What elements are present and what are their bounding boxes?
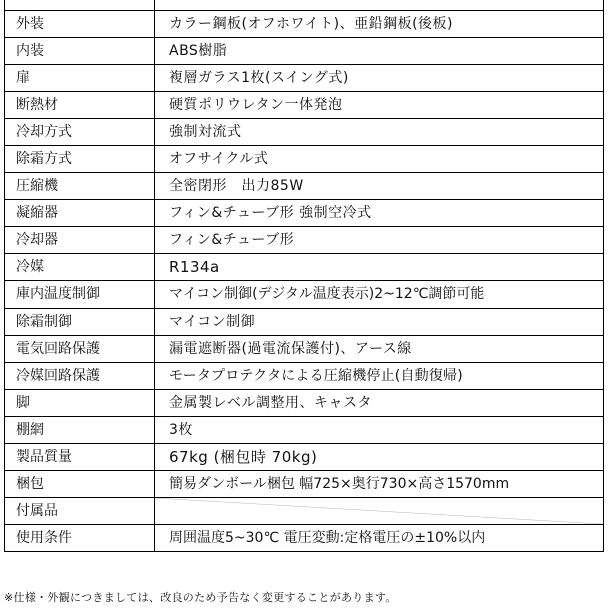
row-label: 梱包 (5, 471, 155, 498)
row-value-empty (155, 498, 604, 525)
table-row (5, 335, 604, 362)
table-row (5, 200, 604, 227)
diagonal-slash (155, 498, 603, 524)
table-row (5, 173, 604, 200)
row-label: 圧縮機 (5, 173, 155, 200)
table-row (5, 118, 604, 145)
row-label: 冷媒 (5, 254, 155, 281)
row-label: 外装 (5, 10, 155, 37)
row-value: カラー鋼板(オフホワイト)、亜鉛鋼板(後板) (155, 10, 604, 37)
row-value: 漏電遮断器(過電流保護付)、アース線 (155, 335, 604, 362)
table-row (5, 362, 604, 389)
row-label: 冷媒回路保護 (5, 362, 155, 389)
footnote: ※仕様・外観につきましては、改良のため予告なく変更することがあります。 (4, 591, 397, 604)
table-row (5, 416, 604, 443)
table-row (5, 227, 604, 254)
row-label: 凝縮器 (5, 200, 155, 227)
row-label: 棚網 (5, 416, 155, 443)
row-value: フィン&チューブ形 (155, 227, 604, 254)
spec-table (4, 0, 604, 552)
row-label: 内装 (5, 37, 155, 64)
row-value: 3枚 (155, 416, 604, 443)
table-row (5, 0, 604, 10)
table-row (5, 10, 604, 37)
table-row (5, 37, 604, 64)
row-label (5, 0, 155, 10)
row-value: 67kg (梱包時 70kg) (155, 444, 604, 471)
table-row (5, 254, 604, 281)
row-value: モータプロテクタによる圧縮機停止(自動復帰) (155, 362, 604, 389)
row-label: 除霜方式 (5, 145, 155, 172)
row-label: 電気回路保護 (5, 335, 155, 362)
row-value: 強制対流式 (155, 118, 604, 145)
row-value: 周囲温度5~30℃ 電圧変動:定格電圧の±10%以内 (155, 525, 604, 552)
row-value: 全密閉形 出力85W (155, 173, 604, 200)
row-value: 金属製レベル調整用、キャスタ (155, 389, 604, 416)
table-row (5, 281, 604, 308)
row-label: 使用条件 (5, 525, 155, 552)
row-value: マイコン制御(デジタル温度表示)2~12℃調節可能 (155, 281, 604, 308)
row-label: 除霜制御 (5, 308, 155, 335)
table-row (5, 91, 604, 118)
row-label: 製品質量 (5, 444, 155, 471)
row-label: 脚 (5, 389, 155, 416)
row-value: オフサイクル式 (155, 145, 604, 172)
table-row (5, 525, 604, 552)
table-row (5, 389, 604, 416)
row-value: R134a (155, 254, 604, 281)
row-label: 断熱材 (5, 91, 155, 118)
row-value: ABS樹脂 (155, 37, 604, 64)
row-value: 硬質ポリウレタン一体発泡 (155, 91, 604, 118)
row-value: フィン&チューブ形 強制空冷式 (155, 200, 604, 227)
row-value: 簡易ダンボール梱包 幅725×奥行730×高さ1570mm (155, 471, 604, 498)
table-row (5, 444, 604, 471)
table-row (5, 308, 604, 335)
table-row (5, 498, 604, 525)
row-label: 冷却器 (5, 227, 155, 254)
row-label: 扉 (5, 64, 155, 91)
table-row (5, 145, 604, 172)
row-label: 冷却方式 (5, 118, 155, 145)
row-value (155, 0, 604, 10)
row-value: 複層ガラス1枚(スイング式) (155, 64, 604, 91)
table-row (5, 471, 604, 498)
row-label: 庫内温度制御 (5, 281, 155, 308)
row-label: 付属品 (5, 498, 155, 525)
row-value: マイコン制御 (155, 308, 604, 335)
table-row (5, 64, 604, 91)
